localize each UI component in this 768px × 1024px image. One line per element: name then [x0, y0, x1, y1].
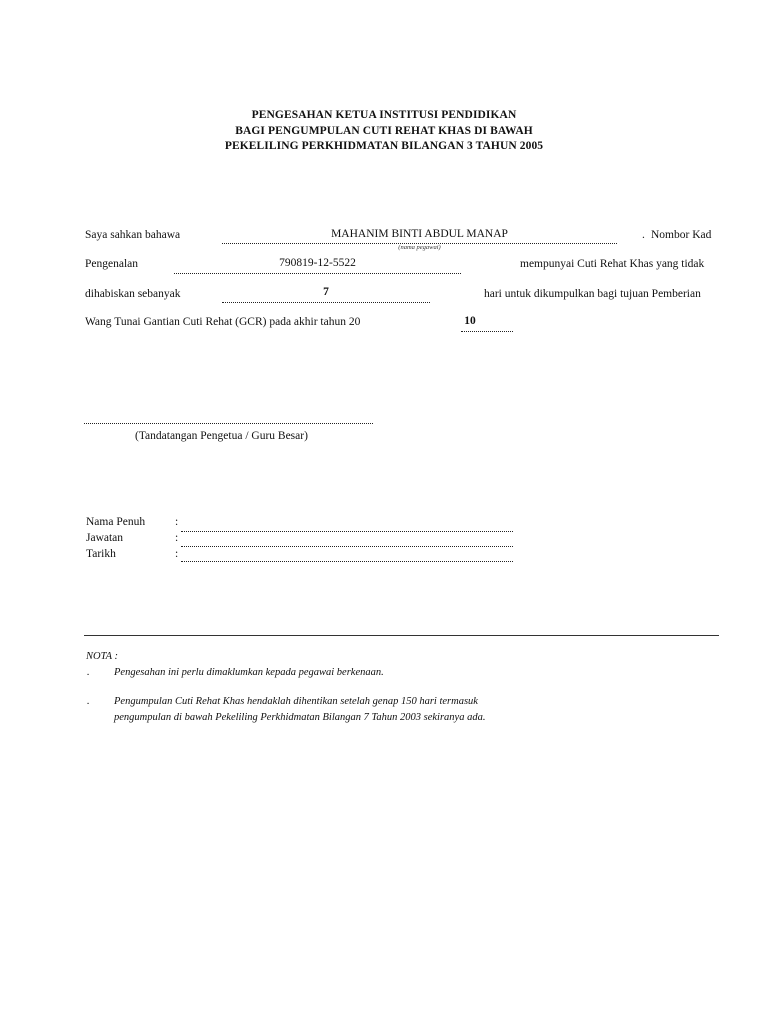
- ic-field-line: [174, 273, 461, 274]
- notes-heading: NOTA :: [86, 651, 118, 662]
- full-name-colon: :: [175, 516, 179, 528]
- date-label: Tarikh: [86, 548, 116, 560]
- note-1-marker: .: [87, 667, 90, 678]
- signature-line: [84, 423, 373, 424]
- row1-dot: .: [642, 229, 645, 241]
- days-field-line: [222, 302, 430, 303]
- row1-prefix: Saya sahkan bahawa: [85, 229, 181, 241]
- full-name-label: Nama Penuh: [86, 516, 146, 528]
- row3-suffix: hari untuk dikumpulkan bagi tujuan Pemberian: [484, 288, 701, 300]
- date-line: [181, 561, 513, 562]
- row4-prefix: Wang Tunai Gantian Cuti Rehat (GCR) pada akhir tahun 20: [85, 316, 361, 328]
- note-2-line-1: Pengumpulan Cuti Rehat Khas hendaklah dihentikan setelah genap 150 hari termasuk: [114, 696, 478, 707]
- signature-caption: (Tandatangan Pengetua / Guru Besar): [135, 430, 308, 442]
- row2-prefix: Pengenalan: [85, 258, 139, 270]
- row3-prefix: dihabiskan sebanyak: [85, 288, 181, 300]
- note-1-text: Pengesahan ini perlu dimaklumkan kepada pegawai berkenaan.: [114, 667, 384, 678]
- full-name-line: [181, 531, 513, 532]
- year-field-line: [461, 331, 513, 332]
- ic-field-value: 790819-12-5522: [279, 257, 356, 269]
- heading-line-2: BAGI PENGUMPULAN CUTI REHAT KHAS DI BAWAH: [235, 125, 533, 137]
- note-2-line-2: pengumpulan di bawah Pekeliling Perkhidmatan Bilangan 7 Tahun 2003 sekiranya ada.: [114, 712, 486, 723]
- note-2-marker: .: [87, 696, 90, 707]
- row1-suffix: Nombor Kad: [651, 229, 712, 241]
- days-field-value: 7: [323, 286, 329, 298]
- date-colon: :: [175, 548, 179, 560]
- heading-line-3: PEKELILING PERKHIDMATAN BILANGAN 3 TAHUN 2005: [224, 140, 544, 152]
- separator-line: [84, 635, 719, 636]
- position-line: [181, 546, 513, 547]
- position-label: Jawatan: [86, 532, 124, 544]
- name-field-value: MAHANIM BINTI ABDUL MANAP: [331, 228, 508, 240]
- row2-suffix: mempunyai Cuti Rehat Khas yang tidak: [520, 258, 705, 270]
- heading-line-1: PENGESAHAN KETUA INSTITUSI PENDIDIKAN: [251, 109, 517, 121]
- name-field-caption: (nama pegawai): [398, 244, 441, 251]
- year-field-value: 10: [464, 315, 476, 327]
- position-colon: :: [175, 532, 179, 544]
